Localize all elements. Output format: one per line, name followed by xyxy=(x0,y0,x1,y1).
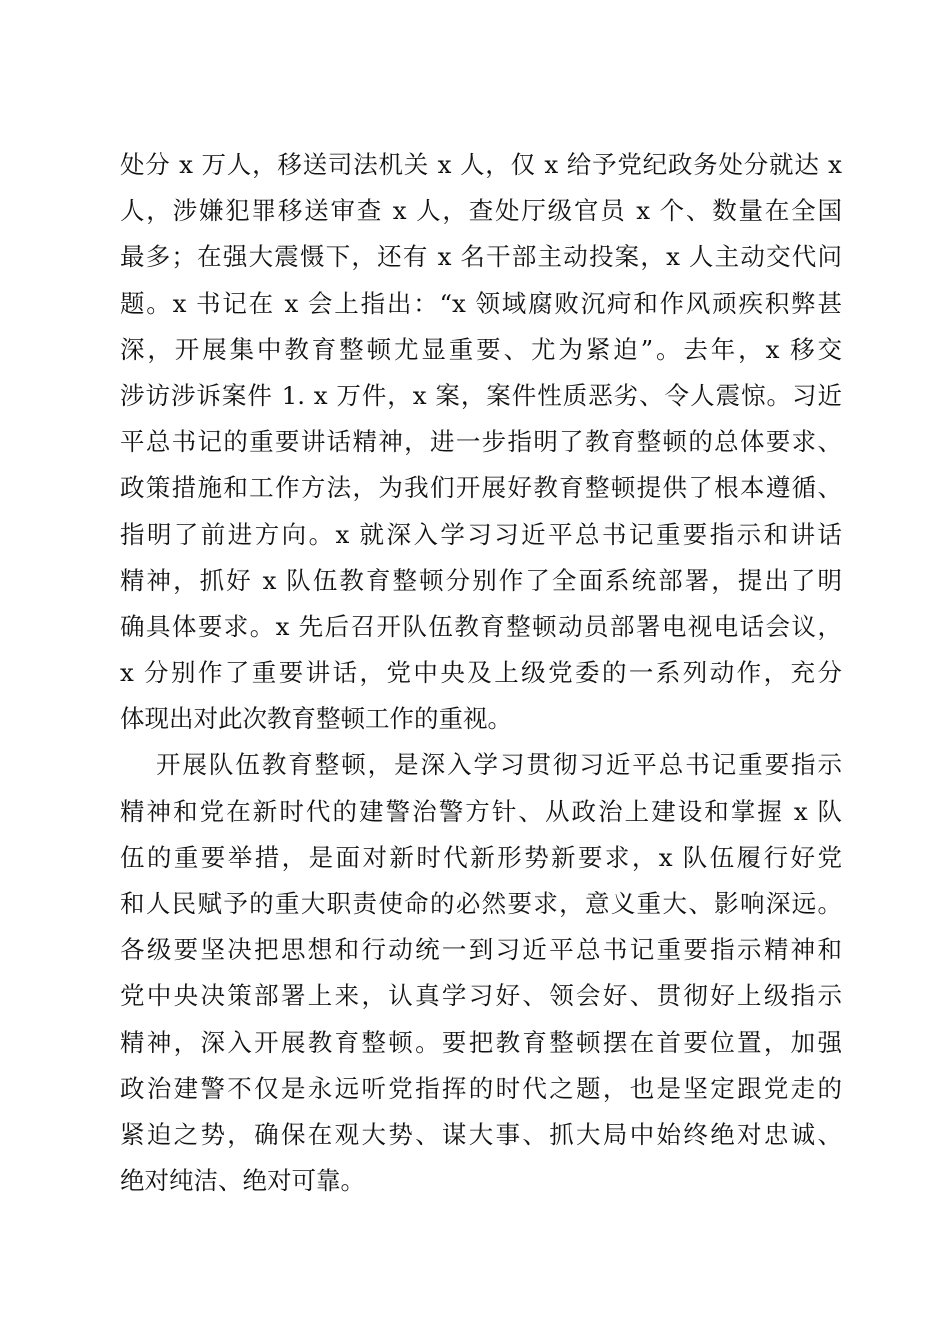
text-line: 政治建警不仅是永远听党指挥的时代之题，也是坚定跟党走的 xyxy=(120,1073,842,1103)
text-line: 各级要坚决把思想和行动统一到习近平总书记重要指示精神和 xyxy=(120,935,842,965)
text-line: 精神，深入开展教育整顿。要把教育整顿摆在首要位置，加强 xyxy=(120,1027,842,1057)
text-line: 紧迫之势，确保在观大势、谋大事、抓大局中始终绝对忠诚、 xyxy=(120,1119,842,1149)
text-line: 绝对纯洁、绝对可靠。 xyxy=(120,1166,365,1196)
text-line: 涉访涉诉案件 1. x 万件，x 案，案件性质恶劣、令人震惊。习近 xyxy=(120,380,842,410)
text-line: 政策措施和工作方法，为我们开展好教育整顿提供了根本遵循、 xyxy=(120,473,842,503)
text-line: 指明了前进方向。x 就深入学习习近平总书记重要指示和讲话 xyxy=(120,519,842,549)
text-line: 题。x 书记在 x 会上指出：“x 领域腐败沉疴和作风顽疾积弊甚 xyxy=(120,288,842,318)
text-line: 人，涉嫌犯罪移送审查 x 人，查处厅级官员 x 个、数量在全国 xyxy=(120,196,842,226)
text-line: 平总书记的重要讲话精神，进一步指明了教育整顿的总体要求、 xyxy=(120,427,842,457)
text-line: 体现出对此次教育整顿工作的重视。 xyxy=(120,704,512,734)
text-line: 确具体要求。x 先后召开队伍教育整顿动员部署电视电话会议， xyxy=(120,611,842,641)
paragraph-1 xyxy=(120,142,842,742)
text-line: 伍的重要举措，是面对新时代新形势新要求，x 队伍履行好党 xyxy=(120,842,842,872)
text-line: 处分 x 万人，移送司法机关 x 人，仅 x 给予党纪政务处分就达 x xyxy=(120,150,842,179)
document-body xyxy=(120,142,842,1204)
text-line: 深，开展集中教育整顿尤显重要、尤为紧迫”。去年，x 移交 xyxy=(120,334,842,364)
text-line: 最多；在强大震慑下，还有 x 名干部主动投案，x 人主动交代问 xyxy=(120,242,842,272)
text-line: 精神，抓好 x 队伍教育整顿分别作了全面系统部署，提出了明 xyxy=(120,565,842,595)
text-line: 开展队伍教育整顿，是深入学习贯彻习近平总书记重要指示 xyxy=(156,750,842,780)
text-line: x 分别作了重要讲话，党中央及上级党委的一系列动作，充分 xyxy=(120,658,842,688)
text-line: 党中央决策部署上来，认真学习好、领会好、贯彻好上级指示 xyxy=(120,981,842,1011)
text-line: 和人民赋予的重大职责使命的必然要求，意义重大、影响深远。 xyxy=(120,889,842,918)
paragraph-2 xyxy=(120,742,842,1204)
text-line: 精神和党在新时代的建警治警方针、从政治上建设和掌握 x 队 xyxy=(120,796,842,826)
